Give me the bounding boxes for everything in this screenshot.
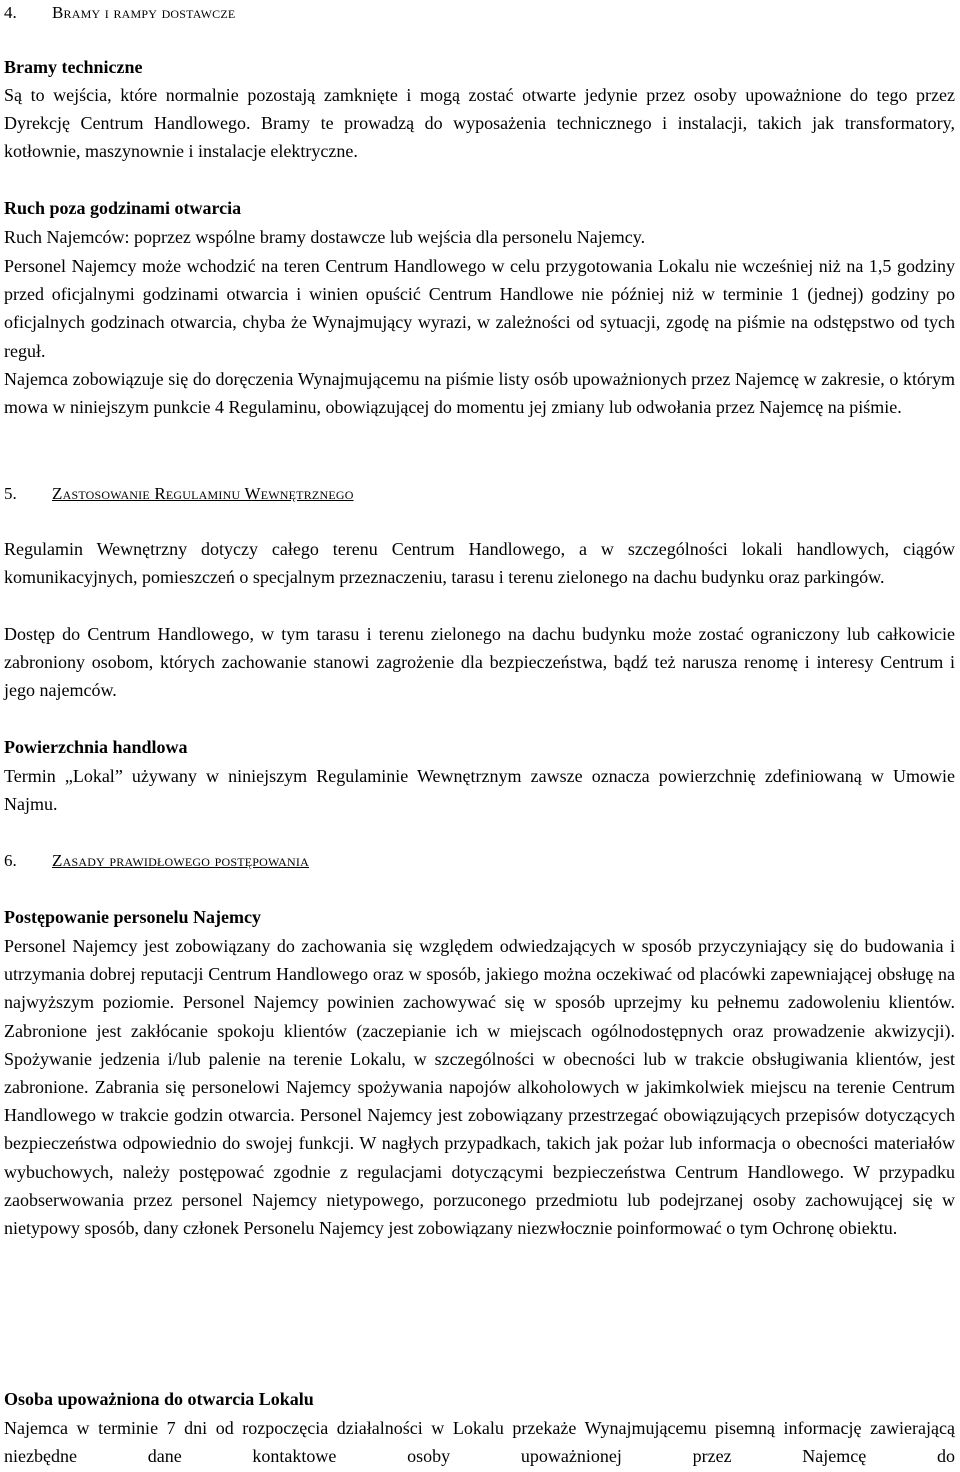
personel-najemcy-paragraph: Personel Najemcy może wchodzić na teren Centrum Handlowego w celu przygotowania Lokalu nie wcześniej niż na 1,5 godziny przed oficjalnymi godzinami otwarcia i winien opuścić Centrum Handlowe nie później niż w terminie 1 (jednej) godziny po oficjalnych godzinach otwarcia, chyba że Wynajmujący wyrazi, w zależności od sytuacji, zgodę na piśmie na odstępstwo od tych reguł. — [4, 256, 955, 361]
ruch-poza-godzinami-heading: Ruch poza godzinami otwarcia — [4, 198, 242, 218]
postepowanie-personelu-heading: Postępowanie personelu Najemcy — [4, 907, 261, 927]
dostep-paragraph: Dostęp do Centrum Handlowego, w tym tarasu i terenu zielonego na dachu budynku może zostać ograniczony lub całkowicie zabroniony osobom, których zachowanie stanowi zagrożenie dla bezpieczeństwa, bądź też narusza renomę i interesy Centrum i jego najemców. — [4, 624, 955, 701]
bramy-techniczne-text: Są to wejścia, które normalnie pozostają zamknięte i mogą zostać otwarte jedynie przez osoby upoważnione do tego przez Dyrekcję Centrum Handlowego. Bramy te prowadzą do wyposażenia technicznego i instalacji, takich jak transformatory, kotłownie, maszynownie i instalacje elektryczne. — [4, 85, 955, 161]
section-6-number: 6. — [4, 851, 17, 870]
section-6-heading — [4, 851, 309, 871]
section-4-heading — [4, 3, 235, 23]
section-4-number: 4. — [4, 3, 17, 22]
postepowanie-personelu-text: Personel Najemcy jest zobowiązany do zachowania się względem odwiedzających w sposób przyczyniający się do budowania i utrzymania dobrej reputacji Centrum Handlowego oraz w sposób, jakiego można oczekiwać od placówki zapewniającej obsługę na najwyższym poziomie. Personel Najemcy powinien zachowywać się w sposób uprzejmy ku pełnemu zadowoleniu klientów. Zabronione jest zakłócanie spokoju klientów (zaczepianie ich w miejscach ogólnodostępnych oraz prowadzenie akwizycji). Spożywanie jedzenia i/lub palenie na terenie Lokalu, w szczególności w obecności lub w trakcie obsługiwania klientów, jest zabronione. Zabrania się personelowi Najemcy spożywania napojów alkoholowych w jakimkolwiek miejscu na terenie Centrum Handlowego w trakcie godzin otwarcia. Personel Najemcy jest zobowiązany przestrzegać obowiązujących przepisów dotyczących bezpieczeństwa odpowiednio do swojej funkcji. W nagłych przypadkach, takich jak pożar lub informacja o obecności materiałów wybuchowych, należy postępować zgodnie z regulacjami dotyczącymi bezpieczeństwa Centrum Handlowego. W przypadku zaobserwowania przez personel Najemcy nietypowego, porzuconego przedmiotu lub podejrzanej osoby zachowującej się w nietypowy sposób, dany członek Personelu Najemcy jest zobowiązany niezwłocznie poinformować o tym Ochronę obiektu. — [4, 936, 955, 1239]
section-4-title: Bramy i rampy dostawcze — [52, 3, 236, 22]
powierzchnia-handlowa-heading: Powierzchnia handlowa — [4, 737, 188, 757]
osoba-upowazniona-heading: Osoba upoważniona do otwarcia Lokalu — [4, 1389, 314, 1409]
section-6-title: Zasady prawidłowego postępowania — [52, 851, 309, 870]
ruch-najemcow-line: Ruch Najemców: poprzez wspólne bramy dostawcze lub wejścia dla personelu Najemcy. — [4, 227, 646, 247]
section-5-number: 5. — [4, 484, 17, 503]
osoba-upowazniona-text: Najemca w terminie 7 dni od rozpoczęcia działalności w Lokalu przekaże Wynajmującemu pisemną informację zawierającą niezbędne dane kontaktowe osoby upoważnionej przez Najemcę do — [4, 1418, 955, 1467]
section-5-title: Zastosowanie Regulaminu Wewnętrznego — [52, 484, 354, 503]
bramy-techniczne-heading: Bramy techniczne — [4, 57, 143, 77]
powierzchnia-handlowa-text: Termin „Lokal” używany w niniejszym Regulaminie Wewnętrznym zawsze oznacza powierzchnię zdefiniowaną w Umowie Najmu. — [4, 766, 955, 815]
regulamin-zakres-paragraph: Regulamin Wewnętrzny dotyczy całego terenu Centrum Handlowego, a w szczególności lokali handlowych, ciągów komunikacyjnych, pomieszczeń o specjalnym przeznaczeniu, tarasu i terenu zielonego na dachu budynku oraz parkingów. — [4, 539, 955, 588]
section-5-heading — [4, 484, 354, 504]
najemca-zobowiazuje-paragraph: Najemca zobowiązuje się do doręczenia Wynajmującemu na piśmie listy osób upoważnionych przez Najemcę w zakresie, o którym mowa w niniejszym punkcie 4 Regulaminu, obowiązującej do momentu jej zmiany lub odwołania przez Najemcę na piśmie. — [4, 369, 955, 418]
